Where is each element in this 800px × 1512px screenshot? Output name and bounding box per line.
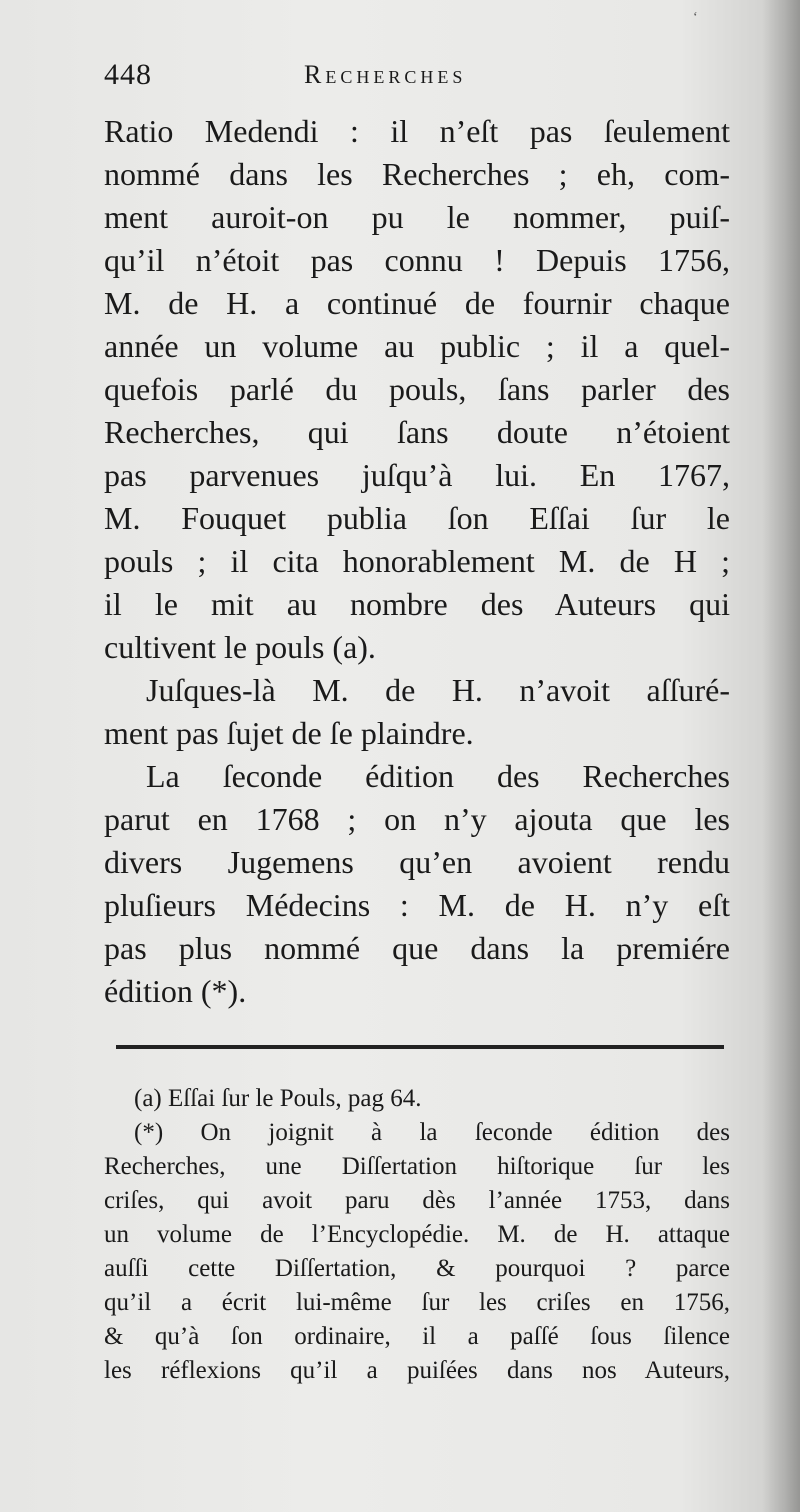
- text-line: édition (*).: [104, 973, 247, 1009]
- text-line: M. de H. a continué de fournir chaque: [104, 285, 730, 321]
- footnote-line: (*) On joignit à la ſeconde édition des: [134, 1119, 730, 1146]
- footnotes: [104, 1082, 730, 1388]
- text-line: nommé dans les Recherches ; eh, com-: [104, 156, 730, 192]
- text-line: ment pas ſujet de ſe plaindre.: [104, 715, 474, 751]
- text-line: Ratio Medendi : il n’eſt pas ſeulement: [104, 113, 730, 149]
- text-line: pouls ; il cita honorablement M. de H ;: [104, 543, 730, 579]
- text-line: La ſeconde édition des Recherches: [146, 758, 730, 794]
- text-line: cultivent le pouls (a).: [104, 629, 376, 665]
- footnote-line: qu’il a écrit lui-même ſur les criſes en 1756,: [104, 1289, 730, 1316]
- footnote-line: auſſi cette Diſſertation, & pourquoi ? parce: [104, 1255, 730, 1282]
- text-line: Juſques-là M. de H. n’avoit aſſuré-: [146, 672, 730, 708]
- text-line: il le mit au nombre des Auteurs qui: [104, 586, 730, 622]
- text-line: parut en 1768 ; on n’y ajouta que les: [104, 801, 730, 837]
- page-gutter-shadow: [762, 0, 800, 1512]
- text-line: année un volume au public ; il a quel-: [104, 328, 730, 364]
- text-line: pas parvenues juſqu’à lui. En 1767,: [104, 457, 730, 493]
- footnote-line: les réflexions qu’il a puiſées dans nos Auteurs,: [104, 1357, 730, 1384]
- running-title: Recherches: [304, 60, 467, 89]
- footnote-separator: [116, 1045, 724, 1049]
- text-line: quefois parlé du pouls, ſans parler des: [104, 371, 730, 407]
- text-line: ment auroit-on pu le nommer, puiſ-: [104, 199, 730, 235]
- page-number: 448: [104, 58, 152, 91]
- text-line: qu’il n’étoit pas connu ! Depuis 1756,: [104, 242, 730, 278]
- footnote-line: (a) Eſſai ſur le Pouls, pag 64.: [134, 1085, 422, 1112]
- main-text: [104, 110, 730, 1013]
- footnote-line: & qu’à ſon ordinaire, il a paſſé ſous ſilence: [104, 1323, 730, 1350]
- footnote-line: criſes, qui avoit paru dès l’année 1753, dans: [104, 1187, 730, 1214]
- text-line: pas plus nommé que dans la premiére: [104, 930, 730, 966]
- text-line: M. Fouquet publia ſon Eſſai ſur le: [104, 500, 730, 536]
- text-line: divers Jugemens qu’en avoient rendu: [104, 844, 730, 880]
- page-header: [104, 58, 730, 104]
- stray-mark: ʻ: [693, 10, 698, 25]
- footnote-line: Recherches, une Diſſertation hiſtorique ſur les: [104, 1153, 730, 1180]
- footnote-line: un volume de l’Encyclopédie. M. de H. attaque: [104, 1221, 730, 1248]
- text-line: pluſieurs Médecins : M. de H. n’y eſt: [104, 887, 730, 923]
- text-line: Recherches, qui ſans doute n’étoient: [104, 414, 730, 450]
